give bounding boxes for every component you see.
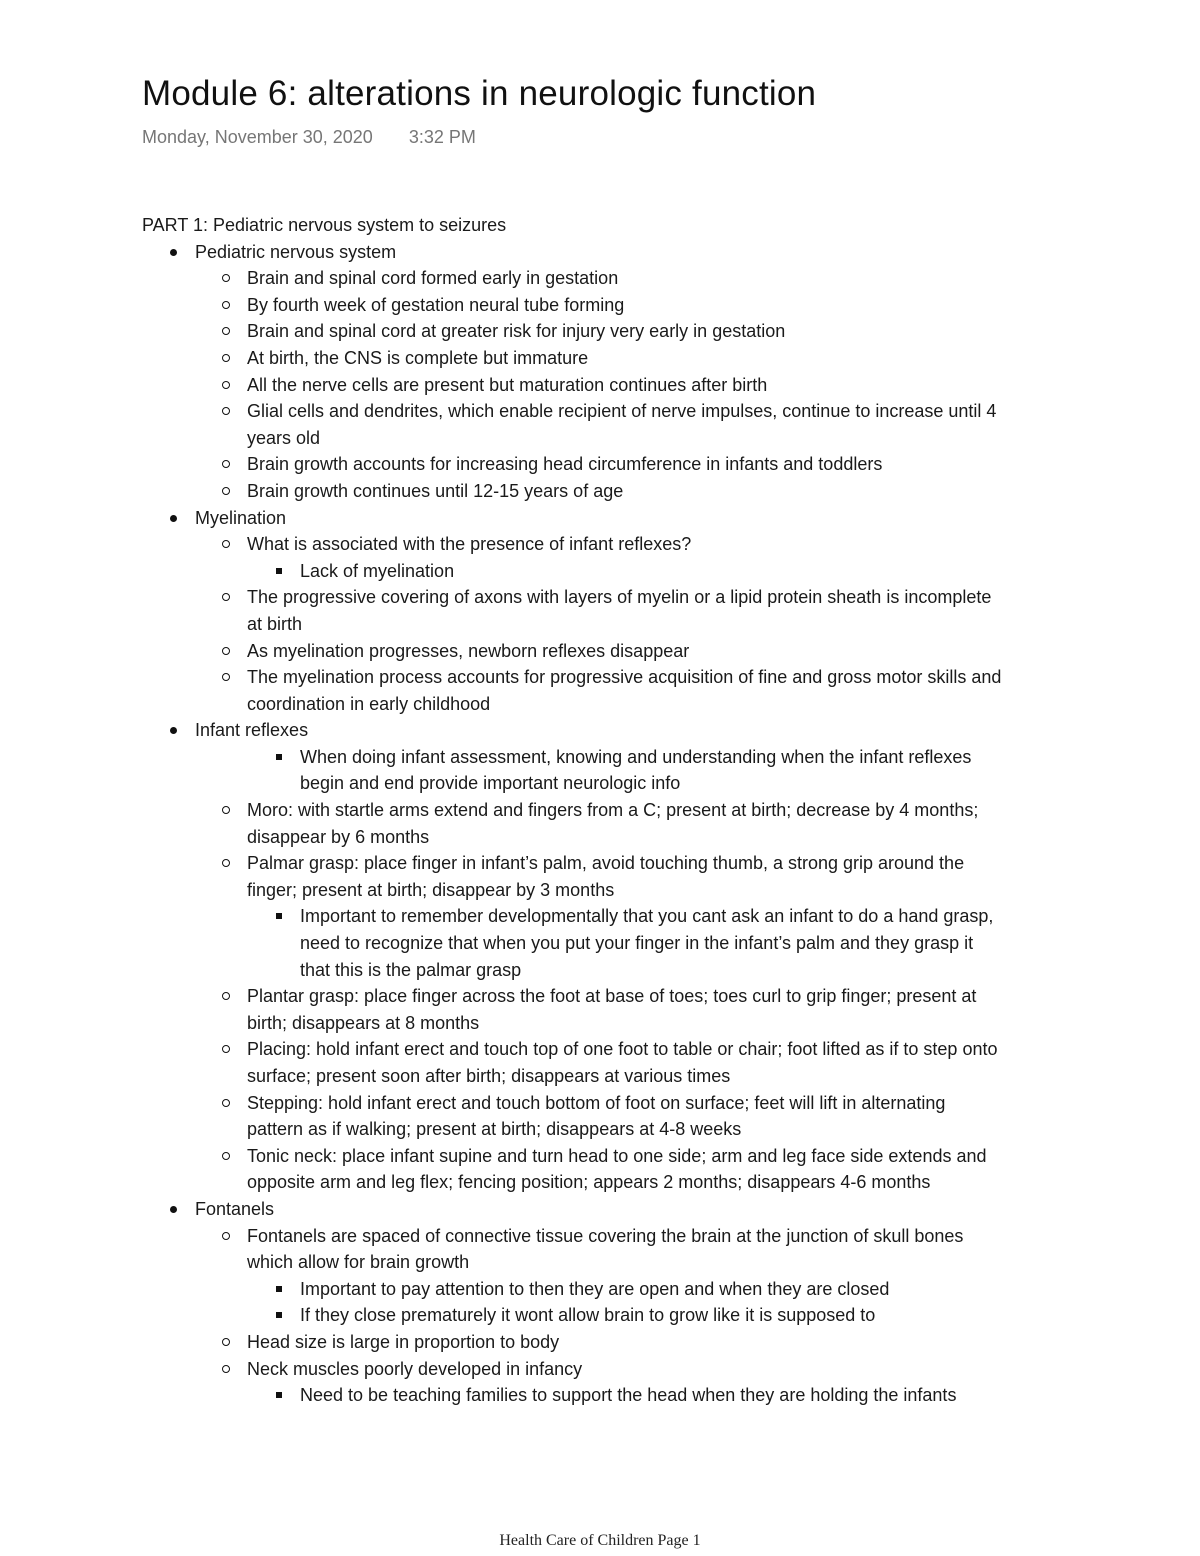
list-item-text: Fontanels [195, 1198, 275, 1219]
bullet-circle-icon [222, 1365, 230, 1373]
page-footer: Health Care of Children Page 1 [499, 1532, 701, 1549]
bullet-list [142, 239, 1002, 1409]
note-body [142, 212, 1002, 1409]
bullet-circle-icon [222, 647, 230, 655]
bullet-circle-icon [222, 274, 230, 282]
list-item [142, 584, 1002, 637]
list-item [142, 478, 1002, 505]
bullet-circle-icon [222, 1045, 230, 1053]
list-item [142, 265, 1002, 292]
list-item [142, 1223, 1002, 1276]
list-item [142, 1196, 1002, 1223]
bullet-circle-icon [222, 460, 230, 468]
list-item [142, 638, 1002, 665]
list-item-text: Important to remember developmentally that you cant ask an infant to do a hand grasp, need to recognize that when you put your finger in the infant’s palm and they grasp it that this is the palmar grasp [300, 906, 994, 980]
bullet-circle-icon [222, 381, 230, 389]
list-item [142, 451, 1002, 478]
bullet-circle-icon [222, 301, 230, 309]
list-item-text: As myelination progresses, newborn reflexes disappear [247, 640, 690, 661]
bullet-circle-icon [222, 1099, 230, 1107]
list-item-text: Neck muscles poorly developed in infancy [247, 1358, 583, 1379]
bullet-circle-icon [222, 1338, 230, 1346]
bullet-circle-icon [222, 1232, 230, 1240]
list-item-text: Need to be teaching families to support the head when they are holding the infants [300, 1385, 957, 1406]
bullet-circle-icon [222, 806, 230, 814]
list-item-text: Important to pay attention to then they are open and when they are closed [300, 1278, 890, 1299]
list-item [142, 1382, 1002, 1409]
list-item [142, 1090, 1002, 1143]
list-item-text: Pediatric nervous system [195, 241, 397, 262]
bullet-circle-icon [222, 1152, 230, 1160]
list-item [142, 1143, 1002, 1196]
page-title: Module 6: alterations in neurologic function [142, 74, 817, 113]
list-item [142, 398, 1002, 451]
list-item-text: Fontanels are spaced of connective tissue covering the brain at the junction of skull bones which allow for brain growth [247, 1225, 964, 1273]
bullet-dot-icon [170, 249, 177, 256]
note-time: 3:32 PM [408, 127, 476, 147]
list-item [142, 744, 1002, 797]
list-item-text: What is associated with the presence of infant reflexes? [247, 534, 692, 555]
list-item-text: The progressive covering of axons with layers of myelin or a lipid protein sheath is incomplete at birth [247, 587, 992, 634]
list-item-text: At birth, the CNS is complete but immature [247, 347, 589, 368]
list-item [142, 345, 1002, 372]
part-heading: PART 1: Pediatric nervous system to seizures [142, 215, 507, 235]
bullet-dot-icon [170, 1206, 177, 1213]
list-item-text: Lack of myelination [300, 560, 455, 581]
bullet-square-icon [276, 754, 282, 760]
bullet-square-icon [276, 568, 282, 574]
list-item-text: If they close prematurely it wont allow brain to grow like it is supposed to [300, 1305, 876, 1326]
list-item-text: Placing: hold infant erect and touch top of one foot to table or chair; foot lifted as if to step onto surface; present soon after birth; disappears at various times [247, 1039, 998, 1086]
bullet-circle-icon [222, 673, 230, 681]
bullet-square-icon [276, 913, 282, 919]
list-item [142, 292, 1002, 319]
list-item [142, 1276, 1002, 1303]
list-item [142, 1036, 1002, 1089]
list-item-text: Tonic neck: place infant supine and turn head to one side; arm and leg face side extends and opposite arm and leg flex; fencing position; appears 2 months; disappears 4-6 months [247, 1145, 987, 1193]
list-item [142, 664, 1002, 717]
list-item-text: The myelination process accounts for progressive acquisition of fine and gross motor skills and coordination in early childhood [247, 667, 1002, 714]
list-item-text: Stepping: hold infant erect and touch bottom of foot on surface; feet will lift in alternating pattern as if walking; present at birth; disappears at 4-8 weeks [247, 1092, 946, 1140]
bullet-circle-icon [222, 992, 230, 1000]
list-item [142, 372, 1002, 399]
list-item-text: By fourth week of gestation neural tube forming [247, 294, 625, 315]
list-item [142, 531, 1002, 558]
bullet-circle-icon [222, 859, 230, 867]
list-item-text: Moro: with startle arms extend and fingers from a C; present at birth; decrease by 4 months; disappear by 6 months [247, 800, 979, 847]
list-item [142, 1329, 1002, 1356]
bullet-circle-icon [222, 540, 230, 548]
list-item [142, 717, 1002, 744]
list-item-text: Brain growth continues until 12-15 years of age [247, 480, 624, 501]
list-item [142, 318, 1002, 345]
bullet-circle-icon [222, 487, 230, 495]
bullet-circle-icon [222, 593, 230, 601]
list-item [142, 1356, 1002, 1383]
note-date: Monday, November 30, 2020 [142, 127, 373, 147]
list-item-text: Plantar grasp: place finger across the foot at base of toes; toes curl to grip finger; present at birth; disappears at 8 months [247, 986, 977, 1033]
list-item-text: All the nerve cells are present but maturation continues after birth [247, 374, 768, 395]
list-item-text: Palmar grasp: place finger in infant’s palm, avoid touching thumb, a strong grip around the finger; present at birth; disappear by 3 months [247, 853, 965, 900]
list-item-text: When doing infant assessment, knowing and understanding when the infant reflexes begin and end provide important neurologic info [300, 746, 972, 794]
list-item-text: Brain and spinal cord formed early in gestation [247, 268, 619, 289]
list-item-text: Brain and spinal cord at greater risk for injury very early in gestation [247, 321, 786, 342]
bullet-square-icon [276, 1312, 282, 1318]
bullet-circle-icon [222, 354, 230, 362]
bullet-circle-icon [222, 407, 230, 415]
list-item-text: Myelination [195, 507, 287, 528]
list-item-text: Infant reflexes [195, 720, 309, 741]
list-item-text: Glial cells and dendrites, which enable recipient of nerve impulses, continue to increase until 4 years old [247, 401, 997, 448]
list-item [142, 239, 1002, 266]
list-item [142, 558, 1002, 585]
list-item [142, 983, 1002, 1036]
bullet-square-icon [276, 1392, 282, 1398]
list-item [142, 505, 1002, 532]
list-item [142, 850, 1002, 903]
list-item-text: Brain growth accounts for increasing head circumference in infants and toddlers [247, 454, 883, 475]
list-item [142, 1302, 1002, 1329]
bullet-dot-icon [170, 515, 177, 522]
list-item [142, 903, 1002, 983]
list-item [142, 797, 1002, 850]
list-item-text: Head size is large in proportion to body [247, 1331, 560, 1352]
page-meta [142, 127, 476, 148]
bullet-circle-icon [222, 327, 230, 335]
bullet-dot-icon [170, 727, 177, 734]
bullet-square-icon [276, 1286, 282, 1292]
